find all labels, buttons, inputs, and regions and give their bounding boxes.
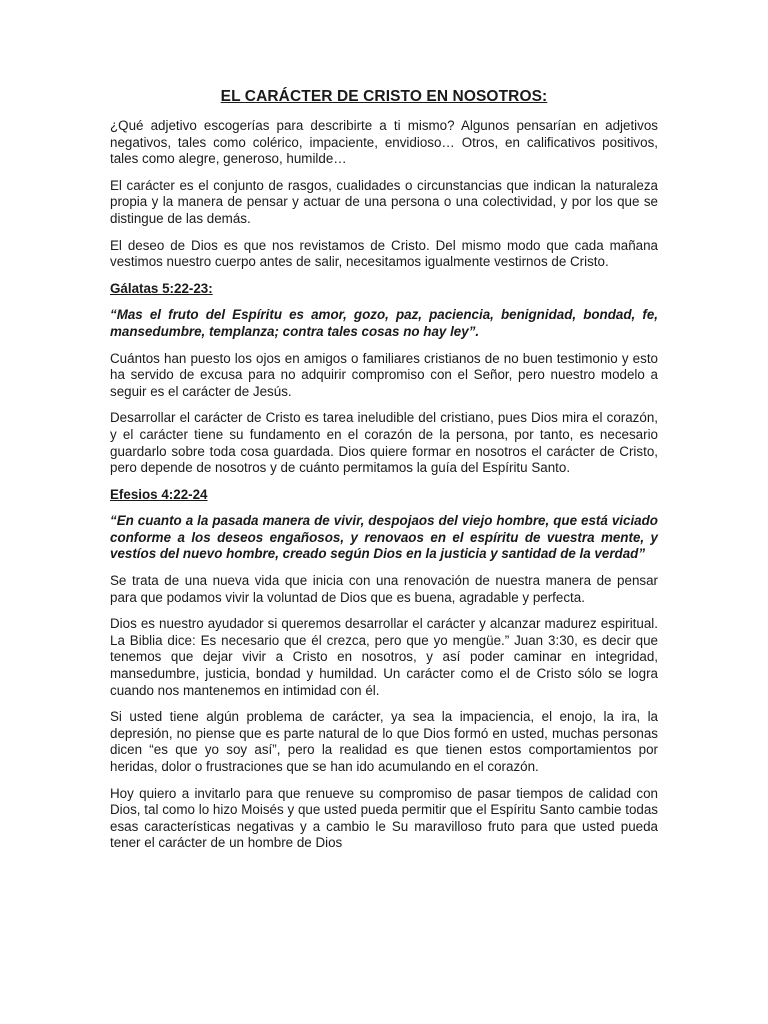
paragraph-character-problem: Si usted tiene algún problema de carácter, ya sea la impaciencia, el enojo, la ira, la depresión, no piense que es parte natural de lo que Dios formó en usted, muchas personas dicen “es que yo soy así”, pero la realidad es que tienen estos comportamientos por heridas, dolor o frustraciones que se han ido acumulando en el corazón. [110, 709, 658, 774]
quote-galatas: “Mas el fruto del Espíritu es amor, gozo, paz, paciencia, benignidad, bondad, fe, mansedumbre, templanza; contra tales cosas no hay ley”. [110, 307, 658, 339]
paragraph-invitation: Hoy quiero a invitarlo para que renueve su compromiso de pasar tiempos de calidad con Dios, tal como lo hizo Moisés y que usted pueda permitir que el Espíritu Santo cambie todas esas características negativas y a cambio le Su maravilloso fruto para que usted pueda tener el carácter de un hombre de Dios [110, 785, 658, 851]
reference-galatas: Gálatas 5:22-23: [110, 280, 213, 296]
paragraph-new-life: Se trata de una nueva vida que inicia con una renovación de nuestra manera de pensar para que podamos vivir la voluntad de Dios que es buena, agradable y perfecta. [110, 573, 658, 605]
paragraph-character-definition: El carácter es el conjunto de rasgos, cualidades o circunstancias que indican la naturaleza propia y la manera de pensar y actuar de una persona o una colectividad, y por los que se distingue de las demás. [110, 177, 658, 226]
paragraph-intro: ¿Qué adjetivo escogerías para describirte a ti mismo? Algunos pensarían en adjetivos negativos, tales como colérico, impaciente, envidioso… Otros, en calificativos positivos, tales como alegre, generoso, humilde… [110, 118, 658, 167]
paragraph-gods-desire: El deseo de Dios es que nos revistamos de Cristo. Del mismo modo que cada mañana vestimos nuestro cuerpo antes de salir, necesitamos igualmente vestirnos de Cristo. [110, 237, 658, 270]
paragraph-develop-character: Desarrollar el carácter de Cristo es tarea ineludible del cristiano, pues Dios mira el corazón, y el carácter tiene su fundamento en el corazón de la persona, por tanto, es necesario guardarlo sobre toda cosa guardada. Dios quiere formar en nosotros el carácter de Cristo, pero depende de nosotros y de cuánto permitamos la guía del Espíritu Santo. [110, 410, 658, 476]
reference-efesios: Efesios 4:22-24 [110, 486, 208, 502]
paragraph-testimony: Cuántos han puesto los ojos en amigos o familiares cristianos de no buen testimonio y esto ha servido de excusa para no adquirir compromiso con el Señor, pero nuestro modelo a seguir es el carácter de Jesús. [110, 350, 658, 399]
document-title: EL CARÁCTER DE CRISTO EN NOSOTROS: [220, 88, 548, 105]
quote-efesios: “En cuanto a la pasada manera de vivir, despojaos del viejo hombre, que está viciado conforme a los deseos engañosos, y renovaos en el espíritu de vuestra mente, y vestíos del nuevo hombre, creado según Dios en la justicia y santidad de la verdad” [110, 513, 658, 562]
paragraph-helper: Dios es nuestro ayudador si queremos desarrollar el carácter y alcanzar madurez espiritual. La Biblia dice: Es necesario que él crezca, pero que yo mengüe.” Juan 3:30, es decir que tenemos que dejar vivir a Cristo en nosotros, y así poder caminar en integridad, mansedumbre, justicia, bondad y humildad. Un carácter como el de Cristo sólo se logra cuando nos mantenemos en intimidad con él. [110, 616, 658, 698]
document-page [110, 88, 658, 862]
